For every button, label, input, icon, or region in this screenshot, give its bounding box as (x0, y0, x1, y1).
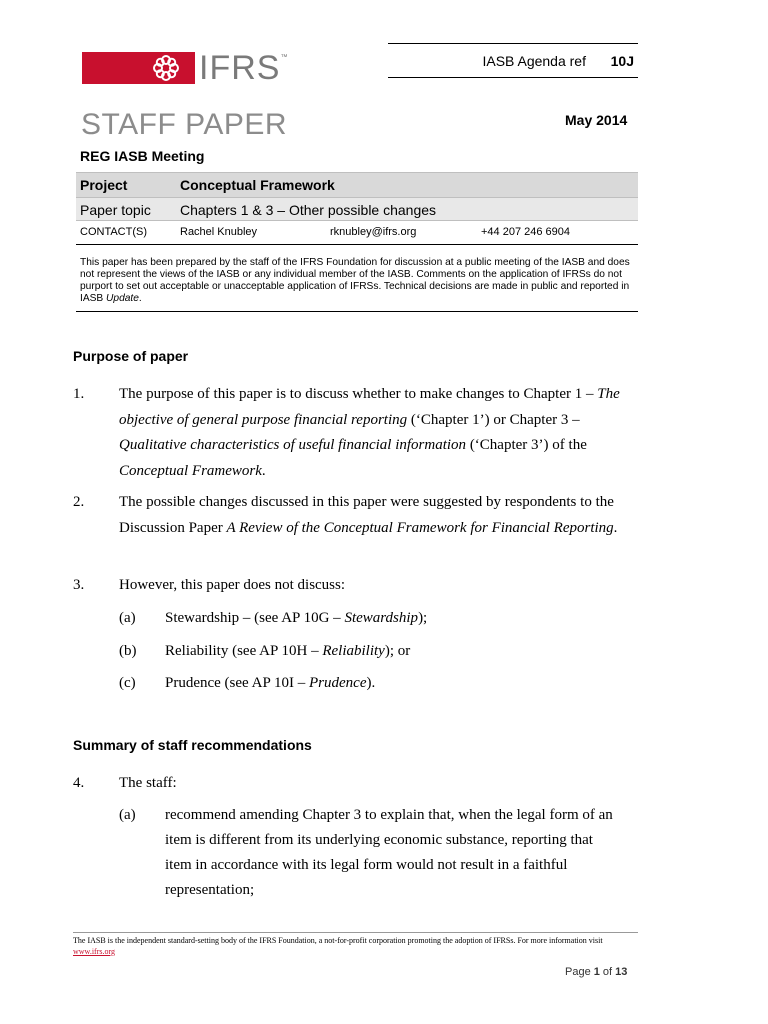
paragraph-text: The staff: (119, 775, 177, 791)
disclaimer-end: . (138, 293, 142, 304)
summary-heading: Summary of staff recommendations (73, 737, 312, 753)
logo-red-bar (82, 52, 195, 84)
project-label: Project (80, 177, 128, 193)
footer-note: The IASB is the independent standard-setting body of the IFRS Foundation, a not-for-profit corporation promoting the adoption of IFRSs. For more information visit www.ifrs.org (73, 936, 603, 956)
agenda-ref-value: 10J (610, 53, 634, 69)
purpose-heading: Purpose of paper (73, 348, 189, 364)
ifrs-logo (82, 49, 288, 87)
paper-date: May 2014 (565, 112, 628, 128)
contact-row (76, 221, 638, 245)
info-table (76, 172, 638, 245)
meeting-name: REG IASB Meeting (80, 148, 205, 164)
contact-label: CONTACT(S) (80, 226, 148, 238)
contact-phone: +44 207 246 6904 (481, 226, 571, 238)
project-value: Conceptual Framework (180, 177, 335, 193)
disclaimer-update: Update (106, 293, 139, 304)
paragraph-text: However, this paper does not discuss: (119, 577, 346, 593)
footer-divider (73, 932, 638, 933)
logo-trademark: ™ (280, 54, 288, 61)
disclaimer-box (76, 254, 638, 312)
ifrs-website-link[interactable]: www.ifrs.org (73, 946, 115, 956)
contact-email: rknubley@ifrs.org (330, 226, 417, 238)
paragraph-text: The purpose of this paper is to discuss whether to make changes to Chapter 1 – The objective of general purpose financial reporting (‘Chapter 1’) or Chapter 3 – Qualitative characteristics of useful financial information (‘Chapter 3’) of the Conceptual Framework. (119, 386, 620, 479)
paragraph-text: The possible changes discussed in this paper were suggested by respondents to the Discussion Paper A Review of the Conceptual Framework for Financial Reporting. (119, 494, 618, 536)
contact-name: Rachel Knubley (180, 226, 258, 238)
paragraph-number: 1. (73, 386, 85, 402)
topic-value: Chapters 1 & 3 – Other possible changes (180, 202, 437, 218)
agenda-ref-label: IASB Agenda ref (482, 53, 586, 69)
topic-label: Paper topic (80, 202, 151, 218)
paragraph-number: 2. (73, 494, 85, 510)
paragraph-number: 4. (73, 775, 85, 791)
logo-wordmark: IFRS (199, 49, 281, 87)
disclaimer-text: This paper has been prepared by the staff of the IFRS Foundation for discussion at a public meeting of the IASB and does not represent the views of the IASB or any individual member of the IASB. Comments on the application of IFRSs do not purport to set out acceptable or unacceptable application of IFRSs. Technical decisions are made in public and reported in IASB (80, 257, 630, 304)
doc-type-title: STAFF PAPER (81, 108, 288, 141)
page-number: Page 1 of 13 (565, 966, 628, 978)
agenda-ref-box (388, 43, 638, 78)
project-row (76, 172, 638, 197)
ifrs-flower-icon (153, 55, 179, 81)
topic-row (76, 197, 638, 221)
paragraph-number: 3. (73, 577, 85, 593)
